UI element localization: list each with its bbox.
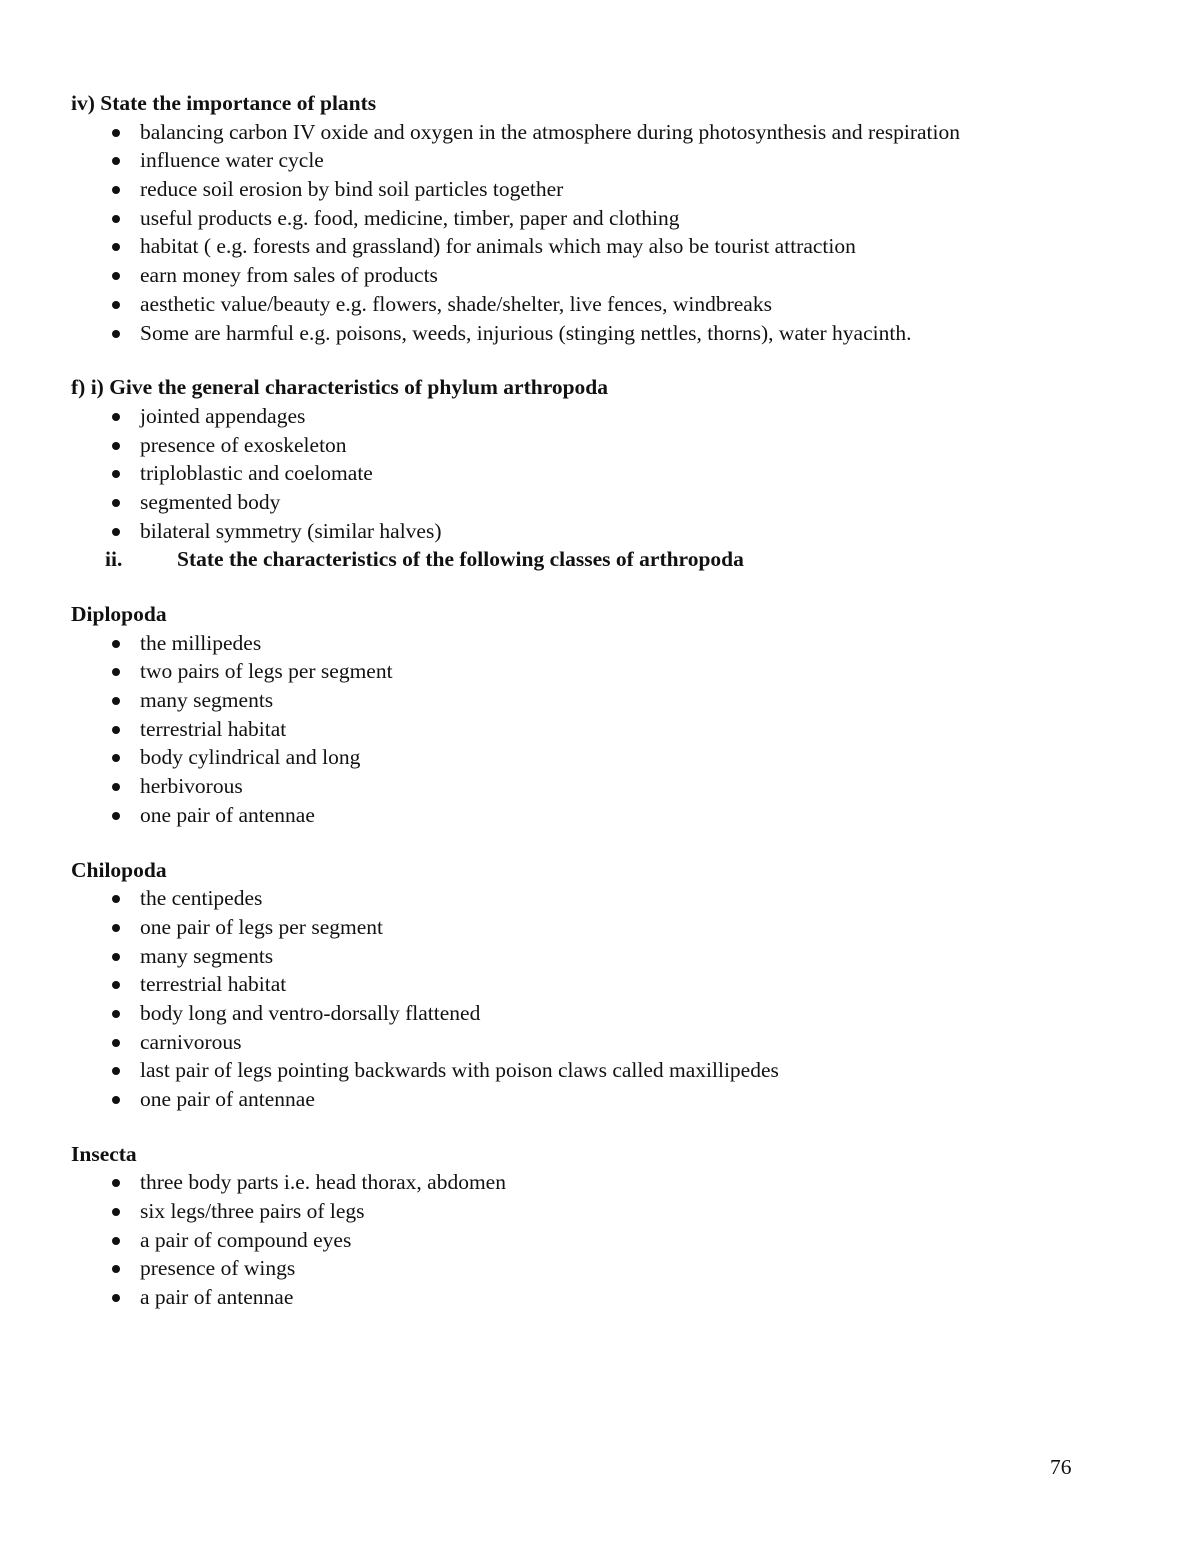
list-item-text: many segments xyxy=(140,943,274,968)
list-item-text: six legs/three pairs of legs xyxy=(140,1199,365,1224)
spacer xyxy=(71,347,1131,373)
list-item-text: earn money from sales of products xyxy=(140,263,438,288)
bullet-icon xyxy=(112,953,120,961)
list-item-text: presence of exoskeleton xyxy=(140,432,347,457)
list-item-text: herbivorous xyxy=(140,774,243,799)
list-item xyxy=(71,629,1131,658)
bullet-icon xyxy=(112,1067,120,1075)
list-item-text: bilateral symmetry (similar halves) xyxy=(140,518,442,543)
bullet-icon xyxy=(112,981,120,989)
section-diplopoda xyxy=(71,600,1131,830)
list-item xyxy=(71,772,1131,801)
bullet-icon xyxy=(112,1265,120,1273)
section-plants xyxy=(71,89,1131,347)
list-item xyxy=(71,290,1131,319)
bullet-icon xyxy=(112,754,120,762)
list-item xyxy=(71,715,1131,744)
list-item-text: the centipedes xyxy=(140,886,263,911)
numbered-subheading xyxy=(71,545,1131,574)
list-item-text: last pair of legs pointing backwards with poison claws called maxillipedes xyxy=(140,1058,779,1083)
list-item xyxy=(71,488,1131,517)
list-item-text: useful products e.g. food, medicine, timber, paper and clothing xyxy=(140,205,680,230)
bullet-icon xyxy=(112,157,120,165)
section-heading: iv) State the importance of plants xyxy=(71,91,377,115)
bullet-icon xyxy=(112,1096,120,1104)
bullet-list xyxy=(71,629,1131,830)
bullet-icon xyxy=(112,1010,120,1018)
list-item-text: segmented body xyxy=(140,489,281,514)
list-item-text: body cylindrical and long xyxy=(140,745,361,770)
list-item xyxy=(71,517,1131,546)
list-item xyxy=(71,1283,1131,1312)
list-item-text: terrestrial habitat xyxy=(140,972,287,997)
bullet-icon xyxy=(112,243,120,251)
bullet-icon xyxy=(112,1237,120,1245)
list-item-text: jointed appendages xyxy=(140,403,306,428)
list-item-text: Some are harmful e.g. poisons, weeds, injurious (stinging nettles, thorns), water hyacinth. xyxy=(140,320,912,345)
list-item-text: aesthetic value/beauty e.g. flowers, shade/shelter, live fences, windbreaks xyxy=(140,291,772,316)
list-item-text: the millipedes xyxy=(140,630,262,655)
bullet-icon xyxy=(112,1294,120,1302)
bullet-icon xyxy=(112,330,120,338)
bullet-list xyxy=(71,402,1131,545)
list-item xyxy=(71,657,1131,686)
list-item xyxy=(71,942,1131,971)
bullet-icon xyxy=(112,301,120,309)
list-item xyxy=(71,686,1131,715)
list-item xyxy=(71,1254,1131,1283)
list-item xyxy=(71,118,1131,147)
list-item-text: three body parts i.e. head thorax, abdomen xyxy=(140,1170,506,1195)
list-item-text: a pair of antennae xyxy=(140,1285,294,1310)
bullet-icon xyxy=(112,499,120,507)
list-item xyxy=(71,1085,1131,1114)
list-item-text: a pair of compound eyes xyxy=(140,1227,352,1252)
bullet-icon xyxy=(112,442,120,450)
list-item xyxy=(71,175,1131,204)
list-item xyxy=(71,970,1131,999)
bullet-icon xyxy=(112,215,120,223)
list-item xyxy=(71,319,1131,348)
bullet-icon xyxy=(112,186,120,194)
bullet-icon xyxy=(112,413,120,421)
bullet-icon xyxy=(112,783,120,791)
list-item-text: one pair of antennae xyxy=(140,802,315,827)
list-item xyxy=(71,1226,1131,1255)
subheading-text: State the characteristics of the following classes of arthropoda xyxy=(177,547,744,572)
list-item-text: many segments xyxy=(140,688,274,713)
list-item xyxy=(71,1056,1131,1085)
subheading-number: ii. xyxy=(105,547,123,572)
spacer xyxy=(71,1114,1131,1140)
list-item-text: influence water cycle xyxy=(140,148,324,173)
list-item xyxy=(71,884,1131,913)
list-item-text: habitat ( e.g. forests and grassland) for animals which may also be tourist attraction xyxy=(140,234,856,259)
list-item xyxy=(71,1168,1131,1197)
bullet-icon xyxy=(112,528,120,536)
page-content xyxy=(71,89,1131,1312)
spacer xyxy=(71,574,1131,600)
list-item-text: carnivorous xyxy=(140,1029,242,1054)
list-item-text: two pairs of legs per segment xyxy=(140,659,393,684)
list-item xyxy=(71,913,1131,942)
bullet-icon xyxy=(112,895,120,903)
list-item xyxy=(71,261,1131,290)
bullet-icon xyxy=(112,668,120,676)
list-item-text: one pair of legs per segment xyxy=(140,914,383,939)
bullet-icon xyxy=(112,640,120,648)
section-heading: Insecta xyxy=(71,1141,137,1166)
bullet-icon xyxy=(112,272,120,280)
section-insecta xyxy=(71,1140,1131,1312)
bullet-icon xyxy=(112,1039,120,1047)
list-item xyxy=(71,999,1131,1028)
bullet-icon xyxy=(112,1208,120,1216)
list-item-text: presence of wings xyxy=(140,1256,296,1281)
bullet-list xyxy=(71,118,1131,348)
bullet-list xyxy=(71,884,1131,1114)
section-heading: Diplopoda xyxy=(71,602,167,626)
list-item xyxy=(71,459,1131,488)
list-item-text: terrestrial habitat xyxy=(140,716,287,741)
list-item-text: body long and ventro-dorsally flattened xyxy=(140,1000,481,1025)
list-item xyxy=(71,1197,1131,1226)
list-item xyxy=(71,743,1131,772)
spacer xyxy=(71,830,1131,856)
list-item xyxy=(71,801,1131,830)
bullet-icon xyxy=(112,726,120,734)
list-item-text: balancing carbon IV oxide and oxygen in the atmosphere during photosynthesis and respiration xyxy=(140,119,960,144)
bullet-icon xyxy=(112,470,120,478)
list-item xyxy=(71,232,1131,261)
bullet-icon xyxy=(112,812,120,820)
bullet-icon xyxy=(112,1179,120,1187)
list-item-text: reduce soil erosion by bind soil particles together xyxy=(140,177,564,202)
bullet-icon xyxy=(112,924,120,932)
section-heading: Chilopoda xyxy=(71,857,167,882)
section-heading: f) i) Give the general characteristics of phylum arthropoda xyxy=(71,375,609,400)
bullet-icon xyxy=(112,129,120,137)
list-item xyxy=(71,146,1131,175)
list-item-text: triploblastic and coelomate xyxy=(140,461,373,486)
bullet-list xyxy=(71,1168,1131,1311)
list-item xyxy=(71,204,1131,233)
section-chilopoda xyxy=(71,856,1131,1114)
section-arthropoda xyxy=(71,373,1131,574)
list-item-text: one pair of antennae xyxy=(140,1087,315,1111)
list-item xyxy=(71,431,1131,460)
list-item xyxy=(71,402,1131,431)
bullet-icon xyxy=(112,697,120,705)
page-number: 76 xyxy=(1050,1455,1072,1479)
list-item xyxy=(71,1028,1131,1057)
